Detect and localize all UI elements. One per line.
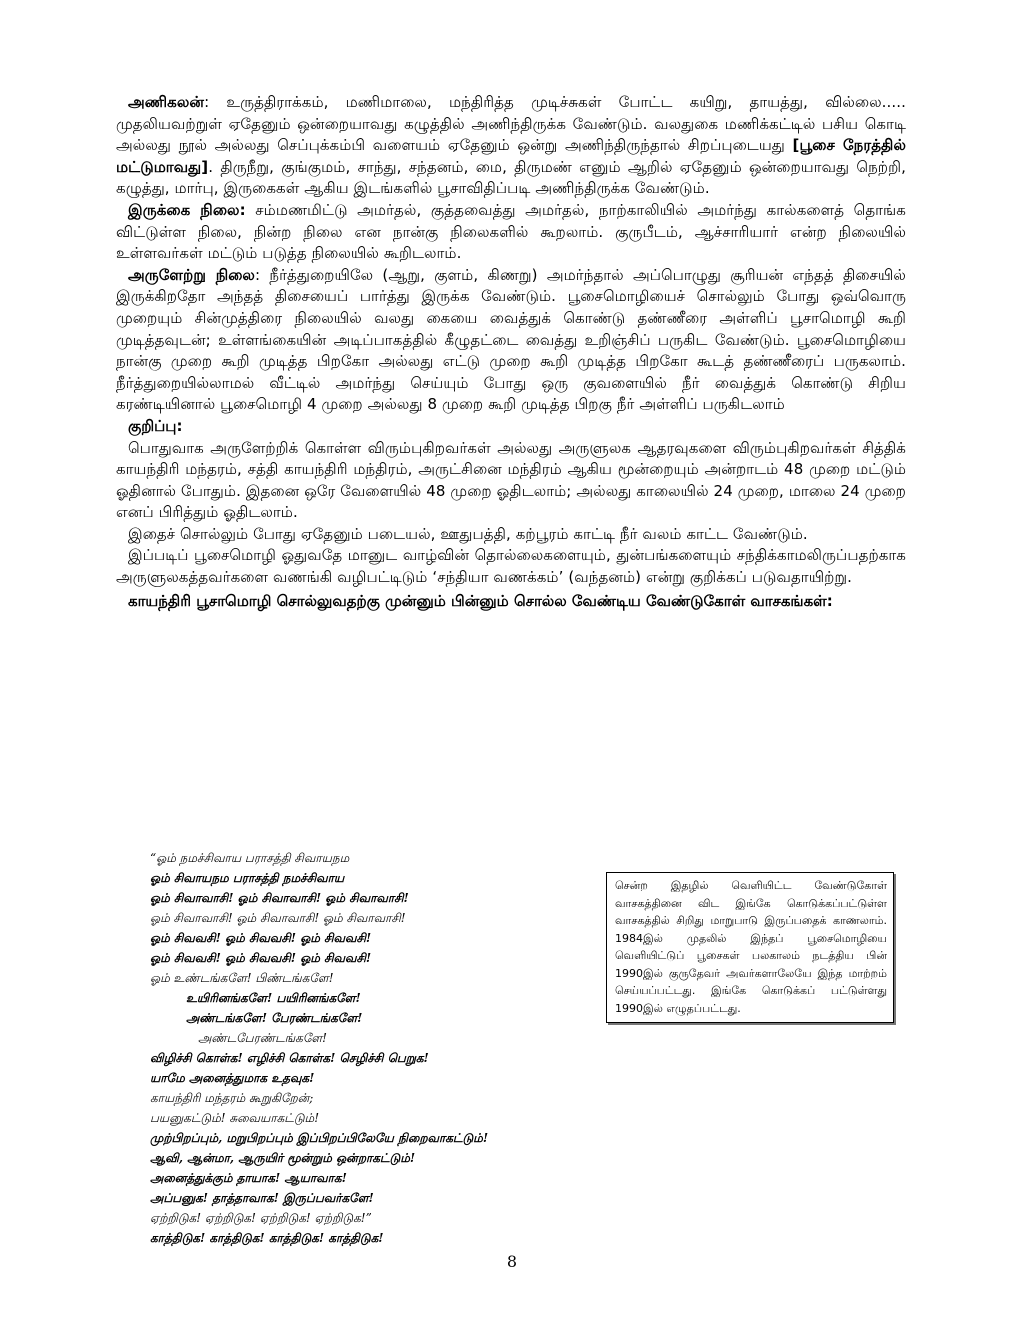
verse-line: யாமே அனைத்துமாக உதவுக!	[150, 1071, 315, 1085]
ornaments-text-2: . திருநீறு, குங்குமம், சாந்து, சந்தனம், மை, திருமண் எனும் ஆறில் ஏதேனும் ஒன்றையாவது நெற்றி, கழுத்து, மார்பு, இருகைகள் ஆகிய இடங்களில் பூசாவிதிப்படி அணிந்திருக்க வேண்டும்.	[116, 157, 906, 198]
paragraph-offering: இதைச் சொல்லும் போது ஏதேனும் படையல், ஊதுபத்தி, கற்பூரம் காட்டி நீர் வலம் காட்ட வேண்டும்.	[128, 524, 808, 543]
verse-line: அண்டபேரண்டங்களே!	[198, 1031, 327, 1045]
term-seating: இருக்கை நிலை:	[128, 200, 246, 219]
verse-line: “ஓம் நமச்சிவாய பராசத்தி சிவாயநம	[150, 851, 350, 865]
verse-line: விழிச்சி கொள்க! எழிச்சி கொள்க! செழிச்சி பெறுக!	[150, 1051, 429, 1065]
verse-block	[150, 848, 620, 1248]
paragraph-receiving	[116, 265, 906, 416]
verse-line: ஓம் உண்டங்களே! பிண்டங்களே!	[150, 971, 334, 985]
note-heading: குறிப்பு:	[128, 416, 183, 435]
verse-line: பயனுகட்டும்! சுவையாகட்டும்!	[150, 1111, 320, 1125]
term-receiving: அருளேற்று நிலை	[128, 265, 255, 284]
verse-line: ஆவி, ஆன்மா, ஆருயிர் மூன்றும் ஒன்றாகட்டும்!	[150, 1151, 416, 1165]
seating-text: சம்மணமிட்டு அமர்தல், குத்தவைத்து அமர்தல், நாற்காலியில் அமர்ந்து கால்களைத் தொங்க விட்டுள்ள நிலை, நின்ற நிலை என நான்கு நிலைகளில் கூறலாம். குருபீடம், ஆச்சாரியார் என்ற நிலையில் உள்ளவர்கள் மட்டும் படுத்த நிலையில் கூறிடலாம்.	[116, 200, 906, 263]
ornaments-emphasis: [பூசை நேரத்தில் மட்டுமாவது]	[116, 136, 907, 176]
paragraph-seating	[116, 200, 906, 265]
page-body	[116, 92, 906, 612]
paragraph-general: பொதுவாக அருளேற்றிக் கொள்ள விரும்புகிறவர்கள் அல்லது அருளுலக ஆதரவுகளை விரும்புகிறவர்கள் சித்திக் காயந்திரி மந்தரம், சத்தி காயந்திரி மந்திரம், அருட்சினை மந்திரம் ஆகிய மூன்றையும் அன்றாடம் 48 முறை மட்டும் ஓதினால் போதும். இதனை ஒரே வேளையில் 48 முறை ஓதிடலாம்; அல்லது காலையில் 24 முறை, மாலை 24 முறை எனப் பிரித்தும் ஓதிடலாம்.	[116, 438, 906, 522]
paragraph-ornaments	[116, 92, 906, 200]
verse-line: ஓம் சிவாவாசி! ஓம் சிவாவாசி! ஓம் சிவாவாசி!	[150, 891, 409, 905]
verse-line: உயிரினங்களே! பயிரினங்களே!	[186, 991, 361, 1005]
term-ornaments: அணிகலன்	[128, 93, 205, 111]
verse-line: அனைத்துக்கும் தாயாக! ஆயாவாக!	[150, 1171, 347, 1185]
verse-line: அப்பனுக! தாத்தாவாக! இருப்பவர்களே!	[150, 1191, 374, 1205]
verse-line: ஓம் சிவவசி! ஓம் சிவவசி! ஓம் சிவவசி!	[150, 931, 372, 945]
section-heading: காயந்திரி பூசாமொழி சொல்லுவதற்கு முன்னும் பின்னும் சொல்ல வேண்டிய வேண்டுகோள் வாசகங்கள்:	[128, 591, 833, 610]
paragraph-sandhya: இப்படிப் பூசைமொழி ஓதுவதே மானுட வாழ்வின் தொல்லைகளையும், துன்பங்களையும் சந்திக்காமலிருப்பதற்காக அருளுலகத்தவர்களை வணங்கி வழிபட்டிடும் ‘சந்தியா வணக்கம்’ (வந்தனம்) என்று குறிக்கப் படுவதாயிற்று.	[116, 546, 906, 587]
ornaments-text-1: : உருத்திராக்கம், மணிமாலை, மந்திரித்த முடிச்சுகள் போட்ட கயிறு, தாயத்து, வில்லை..... முதலியவற்றுள் ஏதேனும் ஒன்றையாவது கழுத்தில் அணிந்திருக்க வேண்டும். வலதுகை மணிக்கட்டில் பசிய கொடி அல்லது நூல் அல்லது செப்புக்கம்பி வளையம் ஏதேனும் ஒன்று அணிந்திருந்தால் சிறப்புடையது	[116, 93, 906, 155]
verse-line: ஓம் சிவவசி! ஓம் சிவவசி! ஓம் சிவவசி!	[150, 951, 372, 965]
verse-line: ஓம் சிவாயநம பராசத்தி நமச்சிவாய	[150, 871, 345, 885]
verse-line: ஏற்றிடுக! ஏற்றிடுக! ஏற்றிடுக! ஏற்றிடுக!”	[150, 1211, 372, 1225]
verse-line: ஓம் சிவாவாசி! ஓம் சிவாவாசி! ஓம் சிவாவாசி!	[150, 911, 406, 925]
page-number: 8	[506, 1252, 518, 1271]
verse-line: காத்திடுக! காத்திடுக! காத்திடுக! காத்திடுக!	[150, 1231, 384, 1245]
verse-line: காயந்திரி மந்தரம் கூறுகிறேன்;	[150, 1091, 314, 1105]
verse-line: அண்டங்களே! பேரண்டங்களே!	[186, 1011, 363, 1025]
verse-line: முற்பிறப்பும், மறுபிறப்பும் இப்பிறப்பிலேயே நிறைவாகட்டும்!	[150, 1131, 489, 1145]
receiving-text: : நீர்த்துறையிலே (ஆறு, குளம், கிணறு) அமர்ந்தால் அப்பொழுது சூரியன் எந்தத் திசையில் இருக்கிறதோ அந்தத் திசையைப் பார்த்து இருக்க வேண்டும். பூசைமொழியைச் சொல்லும் போது ஒவ்வொரு முறையும் சின்முத்திரை நிலையில் வலது கையை வைத்துக் கொண்டு தண்ணீரை அள்ளிப் பூசாமொழி கூறி முடித்தவுடன்; உள்ளங்கையின் அடிப்பாகத்தில் கீழுதட்டை வைத்து உறிஞ்சிப் பருகிட வேண்டும். பூசைமொழியை நான்கு முறை கூறி முடித்த பிறகோ அல்லது எட்டு முறை கூறி முடித்த பிறகோ கூடத் தண்ணீரைப் பருகலாம். நீர்த்துறையில்லாமல் வீட்டில் அமர்ந்து செய்யும் போது ஒரு குவளையில் நீர் வைத்துக் கொண்டு சிறிய கரண்டியினால் பூசைமொழி 4 முறை அல்லது 8 முறை கூறி முடித்த பிறகு நீர் அள்ளிப் பருகிடலாம்	[116, 265, 906, 414]
boxed-note: சென்ற இதழில் வெளியிட்ட வேண்டுகோள் வாசகத்தினை விட இங்கே கொடுக்கப்பட்டுள்ள வாசகத்தில் சிறிது மாறுபாடு இருப்பதைக் காணலாம். 1984இல் முதலில் இந்தப் பூசைமொழியை வெளியிட்டுப் பூசைகள் பலகாலம் நடத்திய பின் 1990இல் குருதேவர் அவர்களாலேயே இந்த மாற்றம் செய்யப்பட்டது. இங்கே கொடுக்கப் பட்டுள்ளது 1990இல் எழுதப்பட்டது.	[606, 872, 894, 1023]
